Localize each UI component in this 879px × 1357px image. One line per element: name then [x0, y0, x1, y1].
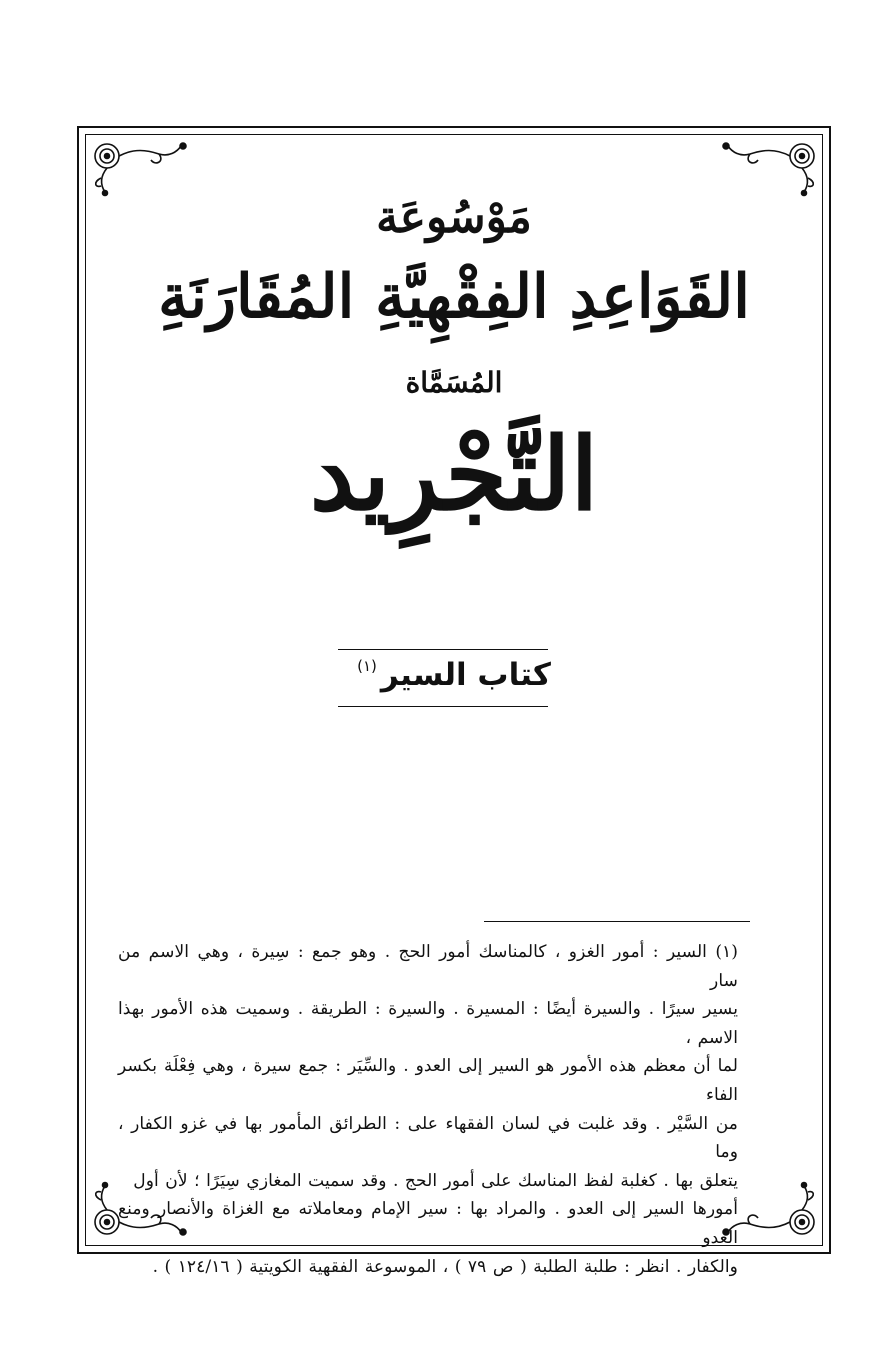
corner-ornament-top-right [710, 138, 820, 198]
chapter-rule-top [338, 649, 548, 650]
footnote-line: (١) السير : أمور الغزو ، كالمناسك أمور الحج . وهو جمع : سِيرة ، وهي الاسم من سار [118, 942, 738, 991]
footnote-reference: (١) [357, 657, 377, 675]
footnote-line: لما أن معظم هذه الأمور هو السير إلى العدو . والسِّيَر : جمع سيرة ، وهي فِعْلَة بكسر الفاء [118, 1056, 738, 1105]
footnote-line: يتعلق بها . كغلبة لفظ المناسك على أمور الحج . وقد سميت المغازي سِيَرًا ؛ لأن أول [133, 1170, 738, 1191]
chapter-rule-bottom [338, 706, 548, 707]
corner-ornament-top-left [89, 138, 199, 198]
footnote-line: من السَّيْر . وقد غلبت في لسان الفقهاء على : الطرائق المأمور بها في غزو الكفار ، وما [118, 1113, 738, 1163]
footnote-line: يسير سيرًا . والسيرة أيضًا : المسيرة . والسيرة : الطريقة . وسميت هذه الأمور بهذا الاسم ، [118, 999, 738, 1048]
footnote-separator [484, 921, 750, 922]
series-title: مَوْسُوعَة [376, 192, 532, 243]
chapter-title: كتاب السير [380, 657, 551, 693]
footnote [118, 938, 738, 1281]
book-name: التَّجْرِيد [309, 415, 599, 533]
title-connector: المُسَمَّاة [405, 366, 503, 399]
footnote-line: والكفار . انظر : طلبة الطلبة ( ص ٧٩ ) ، الموسوعة الفقهية الكويتية ( ١٢٤/١٦ ) . [152, 1256, 738, 1277]
footnote-line: أمورها السير إلى العدو . والمراد بها : سير الإمام ومعاملاته مع الغزاة والأنصار ومنع العدو [118, 1199, 738, 1248]
chapter-heading [85, 657, 823, 693]
book-main-title: القَوَاعِدِ الفِقْهِيَّةِ المُقَارَنَةِ [158, 262, 750, 332]
